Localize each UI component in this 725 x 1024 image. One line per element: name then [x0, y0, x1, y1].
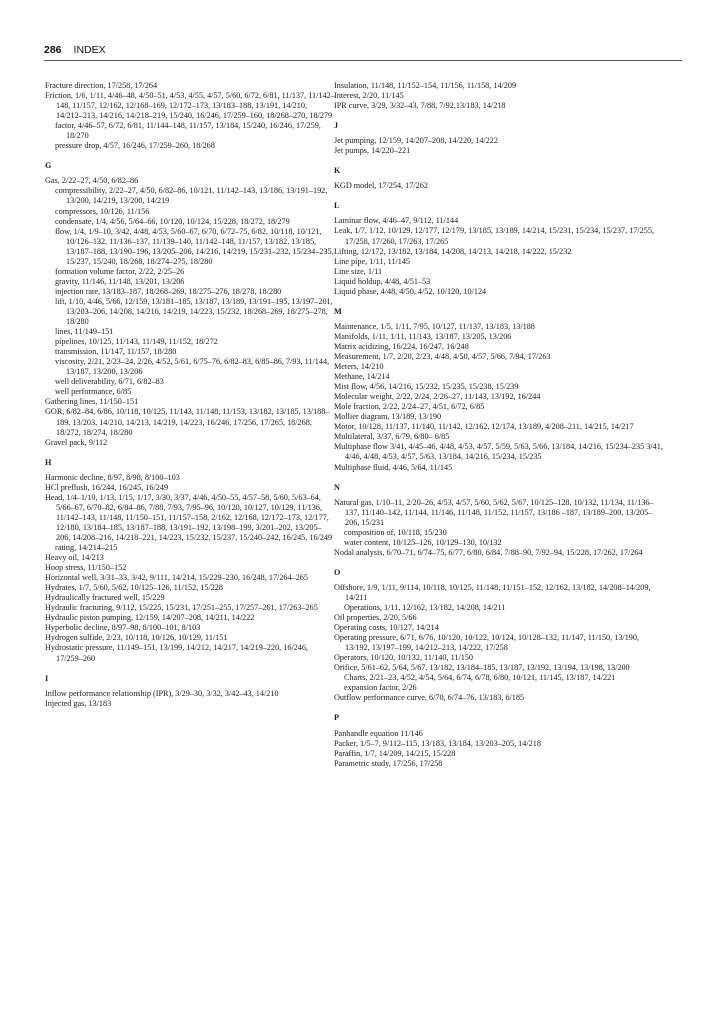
index-subentry: pressure drop, 4/57, 16/246, 17/259–260, 18/268: [55, 141, 215, 151]
index-entry: Gas, 2/22–27, 4/50, 6/82–86: [45, 176, 139, 186]
index-entry: Natural gas, 1/10–11, 2/20–26, 4/53, 4/57, 5/60, 5/62, 5/67, 10/125–128, 10/132, 11/134, 11/136–137, 11/140–142, 11/144, 11/146, 11/148, 11/152, 11/157, 13/186 –187, 13/189–200, 13/205–206, 15/231: [334, 497, 654, 527]
index-column-left: [45, 81, 335, 709]
index-entry: Oil properties, 2/20, 5/66: [334, 613, 417, 623]
index-entry: Insulation, 11/148, 11/152–154, 11/156, 11/158, 14/209: [334, 81, 517, 90]
index-subentry: injection rate, 13/183–187, 18/268–269, 18/275–276, 18/278, 18/280: [55, 286, 282, 296]
index-entry: Manifolds, 1/11, 1/11, 11/143, 13/187, 13/205, 13/206: [334, 331, 512, 341]
index-entry: Mole fraction, 2/22, 2/24–27, 4/51, 6/72, 6/85: [334, 402, 485, 412]
index-subentry: Charts, 2/21–23, 4/52, 4/54, 5/64, 6/74, 6/78, 6/80, 10/121, 11/145, 13/187, 14/221: [344, 673, 616, 683]
page-number: 286: [44, 44, 62, 56]
index-entry: Hydraulic piston pumping, 12/159, 14/207–208, 14/211, 14/222: [45, 613, 255, 623]
index-subentry: well performance, 6/85: [55, 387, 132, 397]
index-entry: Operators, 10/120, 10/132, 11/140, 11/150: [334, 653, 474, 663]
index-subentry: composition of, 10/118, 15/230: [344, 527, 447, 537]
index-subentry: compressibility, 2/22–27, 4/50, 6/82–86, 10/121, 11/142–143, 13/186, 13/191–192, 13/200, 14/219, 13/200, 14/219: [55, 186, 328, 206]
index-letter-heading: M: [334, 306, 342, 316]
index-entry: Interest, 2/20, 11/145: [334, 91, 404, 101]
index-subentry: formation volume factor, 2/22, 2/25–26: [55, 266, 185, 276]
index-entry: Orifice, 5/61–62, 5/64, 5/67, 13/182, 13/184–185, 13/187, 13/192, 13/194, 13/198, 13/200: [334, 663, 630, 673]
index-entry: Lifting, 12/172, 13/182, 13/184, 14/208, 14/213, 14/218, 14/222, 15/232: [334, 246, 572, 256]
index-entry: Line size, 1/11: [334, 266, 383, 276]
index-entry: Packer, 1/5–7, 9/112–115, 13/183, 13/184, 13/203–205, 14/218: [334, 738, 541, 748]
index-entry: Panhandle equation 11/146: [334, 728, 423, 738]
index-entry: Leak, 1/7, 1/12, 10/129, 12/177, 12/179, 13/185, 13/189, 14/214, 15/231, 15/234, 15/237, 17/255, 17/258, 17/260, 17/263, 17/265: [334, 226, 654, 246]
index-entry: Fracture direction, 17/258, 17/264: [45, 81, 158, 90]
index-entry: Operating costs, 10/127, 14/214: [334, 623, 439, 633]
index-entry: Hydrates, 1/7, 5/60, 5/62, 10/125–126, 11/152, 15/228: [45, 583, 223, 593]
index-subentry: flow, 1/4, 1/9–10, 3/42, 4/48, 4/53, 5/60–67, 6/70, 6/72–75, 6/82, 10/118, 10/121, 10/126–132, 11/136–137, 11/139–140, 11/142–148, 11/157, 13/182, 13/185, 13/187–188, 13/190–196, 13/205–206, 14/216, 14/219, 15/231–232, 15/234–235, 15/237, 15/240, 18/268, 18/274–275, 18/280: [55, 226, 334, 266]
index-letter-heading: J: [334, 121, 339, 131]
index-entry: Line pipe, 1/11, 11/145: [334, 256, 411, 266]
index-subentry: expansion factor, 2/26: [344, 683, 417, 693]
index-entry: Parametric study, 17/256, 17/258: [334, 758, 443, 768]
index-subentry: water content, 10/125–126, 10/129–130, 10/132: [344, 537, 502, 547]
index-subentry: factor, 4/46–57, 6/72, 6/81, 11/144–148, 11/157, 13/184, 15/240, 16/246, 17/259, 18/270: [55, 121, 321, 141]
index-entry: GOR, 6/82–84, 6/86, 10/118, 10/125, 11/143, 11/148, 11/153, 13/182, 13/185, 13/188–189, 13/203, 14/210, 14/213, 14/219, 14/223, 16/246, 17/256, 17/265, 18/268, 18/272, 18/274, 18/280: [45, 407, 330, 437]
index-letter-heading: K: [334, 166, 341, 176]
index-subentry: Operations, 1/11, 12/162, 13/182, 14/208, 14/211: [344, 603, 506, 613]
index-subentry: viscosity, 2/21, 2/23–24, 2/26, 4/52, 5/61, 6/75–76, 6/82–83, 6/85–86, 7/93, 11/144, 13/187, 13/200, 13/206: [55, 357, 330, 377]
index-letter-heading: P: [334, 713, 340, 723]
index-entry: Hoop stress, 11/150–152: [45, 563, 127, 573]
index-subentry: well deliverability, 6/71, 6/82–83: [55, 377, 164, 387]
index-letter-heading: L: [334, 201, 340, 211]
index-entry: Heavy oil, 14/213: [45, 553, 104, 563]
index-letter-heading: H: [45, 457, 52, 467]
index-entry: Multiphase fluid, 4/46, 5/64, 11/145: [334, 462, 453, 472]
index-entry: Gravel pack, 9/112: [45, 437, 108, 447]
index-subentry: compressors, 10/126, 11/156: [55, 206, 150, 216]
index-entry: KGD model, 17/254, 17/262: [334, 181, 428, 191]
index-letter-heading: I: [45, 673, 49, 683]
index-entry: Paraffin, 1/7, 14/209, 14/215, 15/228: [334, 748, 456, 758]
index-subentry: rating, 14/214–215: [55, 543, 118, 553]
index-entry: Mist flow, 4/56, 14/216, 15/232, 15/235, 15/238, 15/239: [334, 382, 519, 392]
index-entry: Meters, 14/210: [334, 362, 384, 372]
index-subentry: gravity, 11/146, 11/148, 13/201, 13/206: [55, 276, 185, 286]
index-subentry: lines, 11/149–151: [55, 327, 114, 337]
index-entry: Gathering lines, 11/150–151: [45, 397, 139, 407]
index-subentry: pipelines, 10/125, 11/143, 11/149, 11/152, 18/272: [55, 337, 218, 347]
index-entry: Hydrostatic pressure, 11/149–151, 13/199, 14/212, 14/217, 14/219–220, 16/246, 17/259–260: [45, 643, 309, 663]
index-entry: Maintenance, 1/5, 1/11, 7/95, 10/127, 11/137, 13/183, 13/188: [334, 321, 535, 331]
index-subentry: transmission, 11/147, 11/157, 18/280: [55, 347, 177, 357]
index-entry: Liquid holdup, 4/48, 4/51–53: [334, 276, 431, 286]
index-entry: Hydraulically fractured well, 15/229: [45, 593, 165, 603]
index-entry: Inflow performance relationship (IPR), 3/29–30, 3/32, 3/42–43, 14/210: [45, 688, 279, 698]
index-entry: Molecular weight, 2/22, 2/24, 2/26–27, 11/143, 13/192, 16/244: [334, 392, 541, 402]
index-entry: Outflow performance curve, 6/70, 6/74–76, 13/183, 6/185: [334, 693, 525, 703]
index-entry: Hydraulic fracturing, 9/112, 15/225, 15/231, 17/251–255, 17/257–261, 17/263–265: [45, 603, 318, 613]
index-entry: Operating pressure, 6/71, 6/76, 10/120, 10/122, 10/124, 10/128–132, 11/147, 11/150, 13/190, 13/192, 13/197–199, 14/212–213, 14/222, 17/258: [334, 633, 640, 653]
index-letter-heading: G: [45, 161, 52, 171]
index-column-right: [334, 81, 664, 769]
index-entry: Motor, 10/128, 11/137, 11/140, 11/142, 12/162, 12/174, 13/189, 4/208–211, 14/215, 14/217: [334, 422, 634, 432]
index-entry: Horizontal well, 3/31–33, 3/42, 9/111, 14/214, 15/229–230, 16/248, 17/264–265: [45, 573, 308, 583]
index-subentry: lift, 1/10, 4/46, 5/66, 12/159, 13/181–185, 13/187, 13/189, 13/191–195, 13/197–201, 13/203–206, 14/208, 14/216, 14/219, 14/223, 15/232, 18/268–269, 18/275–278, 18/280: [55, 296, 333, 327]
index-entry: Matrix acidizing, 16/224, 16/247, 16/248: [334, 341, 469, 351]
index-entry: Mollier diagram, 13/189, 13/190: [334, 412, 442, 422]
index-entry: Hydrogen sulfide, 2/23, 10/118, 10/126, 10/129, 11/151: [45, 633, 228, 643]
index-entry: HCl preflush, 16/244, 16/245, 16/249: [45, 482, 169, 492]
running-header: [44, 44, 682, 56]
index-entry: Jet pumps, 14/220–221: [334, 146, 411, 156]
index-entry: Measurement, 1/7, 2/20, 2/23, 4/48, 4/50, 4/57, 5/66, 7/94, 17/263: [334, 351, 551, 361]
index-entry: IPR curve, 3/29, 3/32–43, 7/88, 7/92,13/183, 14/218: [334, 101, 506, 111]
index-entry: Injected gas, 13/183: [45, 698, 112, 708]
index-entry: Hyperbolic decline, 8/97–98, 8/100–101, 8/103: [45, 623, 201, 633]
index-entry: Friction, 1/6, 1/11, 4/46–48, 4/50–51, 4/53, 4/55, 4/57, 5/60, 6/72, 6/81, 11/137, 11/142–148, 11/157, 12/162, 12/168–169, 12/172–173, 13/183–188, 13/191, 14/210, 14/212–213, 14/216, 14/218–219, 15/240, 16/246, 17/259–160, 18/268–270, 18/279: [45, 91, 335, 121]
index-letter-heading: N: [334, 482, 340, 492]
index-subentry: condensate, 1/4, 4/56, 5/64–66, 10/120, 10/124, 15/228, 18/272, 18/279: [55, 216, 290, 226]
index-entry: Head, 1/4–1/10, 1/13, 1/15, 1/17, 3/30, 3/37, 4/46, 4/50–55, 4/57–58, 5/60, 5/63–64, 5/66–67, 6/70–82, 6/84–86, 7/88, 7/93, 7/95–96, 10/120, 10/127, 10/129, 11/136, 11/142–143, 11/148, 11/150–151, 11/157–158, 2/162, 12/168, 12/172–173, 12/177, 12/180, 13/184–185, 13/187–188, 13/191–192, 13/198–199, 3/201–202, 13/205–206, 14/208–216, 14/218–221, 14/223, 15/232, 15/237, 15/240–242, 16/245, 16/249: [45, 492, 333, 542]
index-entry: Nodal analysis, 6/70–71, 6/74–75, 6/77, 6/80, 6/84, 7/88–90, 7/92–94, 15/228, 17/262, 17/264: [334, 547, 643, 557]
index-entry: Methane, 14/214: [334, 372, 390, 382]
section-title: INDEX: [73, 44, 106, 56]
header-rule: [44, 60, 682, 61]
index-entry: Harmonic decline, 8/97, 8/98, 8/100–103: [45, 472, 180, 482]
index-entry: Multilateral, 3/37, 6/79, 6/80– 6/85: [334, 432, 450, 442]
index-entry: Liquid phase, 4/48, 4/50, 4/52, 10/120, 10/124: [334, 286, 487, 296]
index-entry: Offshore, 1/9, 1/11, 9/114, 10/118, 10/125, 11/148, 11/151–152, 12/162, 13/182, 14/208–14/209, 14/211: [334, 582, 651, 602]
index-entry: Laminar flow, 4/46–47, 9/112, 11/144: [334, 216, 459, 226]
index-entry: Multiphase flow 3/41, 4/45–46, 4/48, 4/53, 4/57, 5/59, 5/63, 5/66, 13/184, 14/216, 15/234–235 3/41, 4/46, 4/48, 4/53, 4/57, 5/63, 13/184, 14/216, 15/234, 15/235: [334, 442, 663, 462]
index-letter-heading: O: [334, 567, 341, 577]
index-entry: Jet pumping, 12/159, 14/207–208, 14/220, 14/222: [334, 136, 498, 146]
